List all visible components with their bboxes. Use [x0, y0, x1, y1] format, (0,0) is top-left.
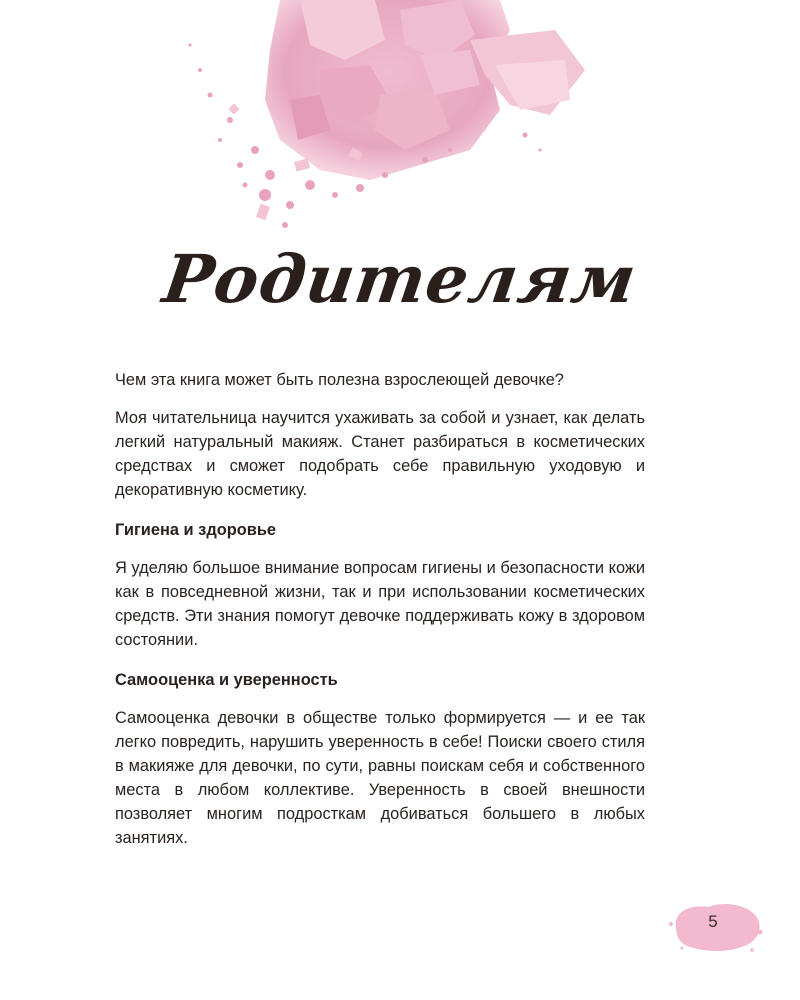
section-heading-confidence: Самооценка и уверенность: [115, 671, 338, 689]
main-content: [115, 368, 645, 866]
page-number-badge: [668, 898, 764, 954]
page-title: Родителям: [158, 240, 642, 318]
intro-question: Чем эта книга может быть полезна взрослеющей девочке?: [115, 371, 564, 389]
page-number: 5: [708, 912, 718, 931]
intro-paragraph: Моя читательница научится ухаживать за собой и узнает, как делать легкий натуральный макияж. Станет разбираться в косметических средствах и сможет подобрать себе правильную уходовую и декоративную косметику.: [115, 409, 645, 499]
section-text-hygiene: Я уделяю большое внимание вопросам гигиены и безопасности кожи как в повседневной жизни, так и при использовании косметических средств. Эти знания помогут девочке поддерживать кожу в здоровом состоянии.: [115, 559, 645, 649]
section-heading-hygiene: Гигиена и здоровье: [115, 521, 277, 539]
section-text-confidence: Самооценка девочки в обществе только формируется — и ее так легко повредить, нарушить уверенность в себе! Поиски своего стиля в макияже для девочки, по сути, равны поискам себя и собственного места в любом коллективе. Уверенность в своей внешности позволяет многим подросткам добиваться большего в любых занятиях.: [115, 709, 645, 847]
crushed-powder-illustration: [170, 0, 600, 240]
